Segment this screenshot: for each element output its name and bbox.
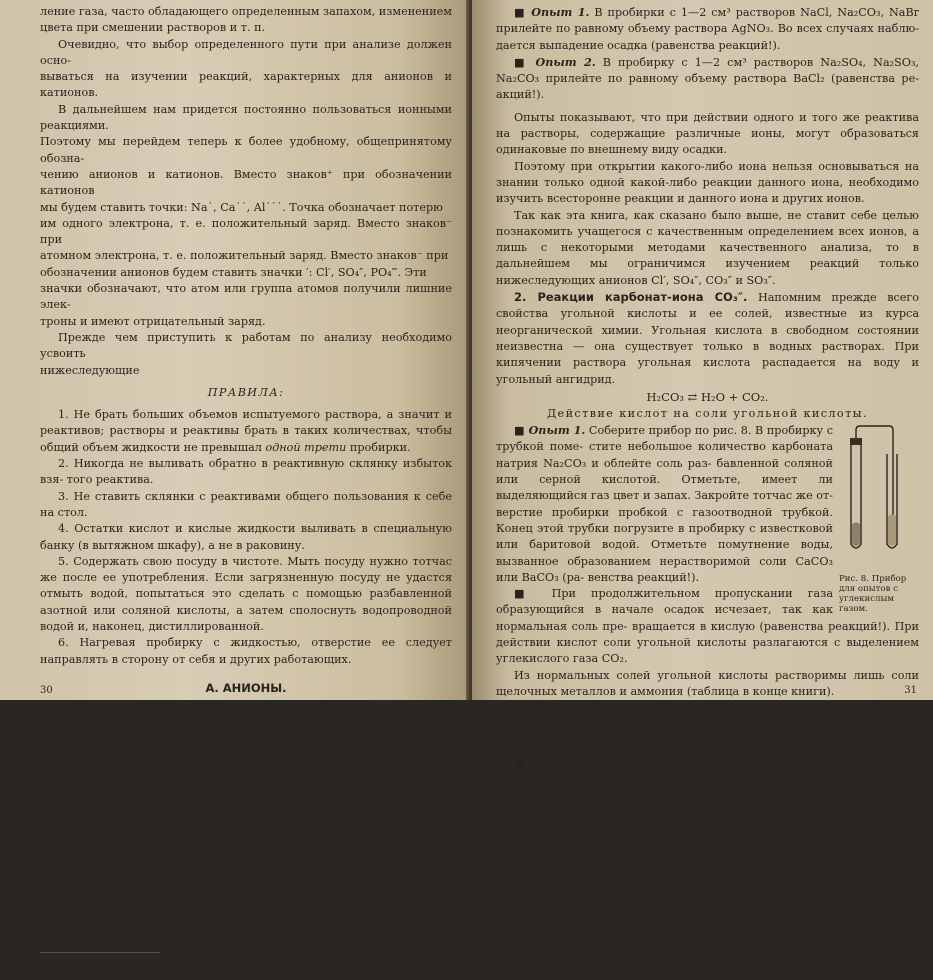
- subsection-title: Реакции с хлористым барием.: [599, 739, 816, 753]
- paragraph: Опыты показывают, что при действии одного и того же реактива на растворы, содержащие различные ионы, могут образоваться одинаковые по внешнему виду осадки.: [496, 110, 919, 157]
- rule-6: 6. Нагревая пробирку с жидкостью, отверстие ее следует направлять в сторону от себя и других работающих.: [40, 636, 452, 666]
- paragraph: Обратимся к таблице растворимости различных солей и оснований (стр. 79). Из таблицы видно, что из солей серебра кроме AgCl нераст- воримы также и AgBr, и AgJ, и Ag₂CO₃, и Ag₂SO₃ и ряд других солей. Сернобариевая соль BaSO₄ также не является единственной нерастворимой в воде солью бария — нерастворимы BaSO₃, и BaCO₃ и др. ¹: [40, 850, 452, 946]
- text-line: Поэтому мы перейдем теперь к более удобному, общепринятому обозна-: [40, 135, 452, 165]
- footnote: ¹ Само собой разумеется, что под словом „нерастворимое" мы подразумеваем весьма мало растворимое вещество.: [40, 955, 452, 979]
- figure-caption: Рис. 8. Прибор для опытов с углекислым газом.: [839, 574, 907, 615]
- text-line: атомном электрона, т. е. положительный заряд. Вместо знаков⁻ при: [40, 249, 449, 263]
- experiment-paragraph: ■ При продолжительном пропускании газа образующийся в начале осадок исчезает, так как нормальная соль пре- вращается в кислую (равенства реакций!). При действии кислот соли угольной кислоты разлагаются с выделением углекислого газа CO₂.: [496, 587, 919, 666]
- paragraph: Из нормальных солей угольной кислоты растворимы лишь соли щелочных металлов и аммония (таблица в конце книги).: [496, 668, 919, 698]
- paragraph: Так как эта книга, как сказано было выше, не ставит себе целью познакомить учащегося с качественным определением всех ионов, а лишь с некоторыми методами качественного анализа, то в дальнейшем мы ограничимся изучением реакций только нижеследующих анионов Cl′, SO₄″, CO₃″ и SO₃″.: [496, 208, 919, 287]
- text-line: значки обозначают, что атом или группа атомов получили лишние элек-: [40, 282, 452, 312]
- rule-3: 3. Не ставить склянки с реактивами общего пользования к себе на стол.: [40, 489, 452, 519]
- text-line: им одного электрона, т. е. положительный заряд. Вместо знаков⁻ при: [40, 216, 452, 247]
- paragraph: Поэтому при открытии какого-либо иона нельзя основываться на знании только одной какой-либо реакции данного иона, необходимо изучить всесторонне реакции и данного иона и других ионов.: [496, 159, 919, 206]
- footnote-divider: [40, 952, 160, 953]
- text-line: обозначении анионов будем ставить значки ′: Cl′, SO₄″, PO₄‴. Эти: [40, 265, 427, 279]
- text-line: Очевидно, что выбор определенного пути при анализе должен осно-: [40, 37, 452, 67]
- text-line: нижеследующие: [40, 363, 140, 377]
- text-line: цвета при смешении растворов и т. п.: [40, 21, 266, 35]
- figure-8: [839, 424, 919, 614]
- page-number: 31: [904, 685, 917, 696]
- rule-2: 2. Никогда не выливать обратно в реактивную склянку избыток взя- того реактива.: [40, 457, 452, 487]
- formula: H₂CO₃ ⇄ H₂O + CO₂.: [646, 389, 769, 404]
- text-line: чению анионов и катионов. Вместо знаков⁺ при обозначении катионов: [40, 167, 452, 198]
- experiment-paragraph: ■ Опыт 2. К 1—2 см³ раствора Na₂CO₃ прибавьте избыток раствора BaCl₂. Выпадает объемистый осадок. Прибавьте разбавленной азотной кислоты до прекращения: [496, 756, 919, 803]
- right-page: [472, 0, 933, 803]
- experiment-paragraph: ■ Опыт 2. В пробирку с 1—2 см³ растворов Na₂SO₄, Na₂SO₃, Na₂CO₃ прилейте по равному объему раствора BaCl₂ (равенства ре- акций!).: [496, 54, 919, 102]
- subsection-paragraph: 2. Реакции карбонат-иона CO₃″. Напомним прежде всего свойства угольной кислоты и ее солей, известные из курса неорганической химии. Угольная кислота в свободном состоянии неизвестна — она существует только в водных растворах. При кипячении раствора угольная кислота распадается на воду и угольный ангидрид.: [496, 290, 919, 386]
- rule-1: 1. Не брать больших объемов испытуемого раствора, а значит и реактивов; растворы и реактивы брать в таких количествах, чтобы общий объем жидкости не превышал одной трети пробирки.: [40, 408, 452, 454]
- subsection-heading: 1. Реакции анионов.: [58, 703, 201, 718]
- text-line: вываться на изучении реакций, характерных для анионов и катионов.: [40, 70, 452, 100]
- experiment-paragraph: ■ Опыт 1. В пробирки с 1—2 см³ растворов NaCl, Na₂CO₃, NaBr прилейте по равному объему раствора AgNO₃. Во всех случаях наблю- дается выпадение осадка (равенства реакций!).: [496, 5, 920, 52]
- section-heading: А. АНИОНЫ.: [205, 680, 287, 695]
- text-line: мы будем ставить точки: Na˙, Ca˙˙, Al˙˙˙. Точка обозначает потерю: [40, 200, 443, 214]
- apparatus-illustration: [839, 424, 919, 574]
- subsection-paragraph: 1. Реакции анионов. Воспользовавшись приведенными выше при- мерами, решим вопрос, является ли выпадение осадка при действии на данный раствор азотносеребряной соли AgNO₃ и хлористого бария BaCl₂ достаточным признаком присутствия в растворе Cl′ или SO₄″?: [40, 703, 452, 783]
- text-line: троны и имеют отрицательный заряд.: [40, 314, 266, 328]
- text-line: ление газа, часто обладающего определенным запахом, изменением: [40, 5, 453, 18]
- paragraph: Для того, чтобы ответить на этот вопрос, нужно знать, являются ли AgCl и BaSO₄ единственными нерастворимыми из всех солей серебра и бария — или же имеются и другие соли серебра и бария, также нераство- римые в воде.: [40, 785, 452, 848]
- text-line: Прежде чем приступить к работам по анализу необходимо усвоить: [40, 330, 452, 361]
- text-line: В дальнейшем нам придется постоянно пользоваться ионными реакциями.: [40, 102, 452, 133]
- rule-4: 4. Остатки кислот и кислые жидкости выливать в специальную банку (в вытяжном шкафу), а не в раковину.: [40, 522, 452, 552]
- rule-5: 5. Содержать свою посуду в чистоте. Мыть посуду нужно тотчас же после ее употребления. Если загрязненную посуду не удастся отмыть водой, попытаться это сделать с помощью разбавленной азотной или соляной кислоты, а затем сполоснуть водопроводной водой и, наконец, дистиллированной.: [40, 554, 452, 633]
- subsection-title: Действие кислот на соли угольной кислоты.: [547, 406, 868, 420]
- page-number: 30: [40, 685, 53, 696]
- subsection-heading: 2. Реакции карбонат-иона CO₃″.: [514, 290, 748, 305]
- rules-title: ПРАВИЛА:: [207, 385, 285, 399]
- paragraph: Особый интерес для аналитических целей предста- вляют карбонаты бария и серебра.: [496, 701, 919, 731]
- experiment-paragraph: ■ Опыт 1. Соберите прибор по рис. 8. В пробирку с трубкой поме- стите небольшое количество карбоната натрия Na₂CO₃ и облейте соль раз- бавленной соляной или серной кислотой. Отметьте, имеет ли выделяющийся газ цвет и запах. Закройте тотчас же от- верстие пробирки пробкой с газоотводной трубкой. Конец этой трубки погрузите в пробирку с известковой или баритовой водой. Отметьте помутнение воды, вызванное образованием нерастворимой соли CaCO₃ или BaCO₃ (ра- венства реакций!).: [496, 423, 833, 584]
